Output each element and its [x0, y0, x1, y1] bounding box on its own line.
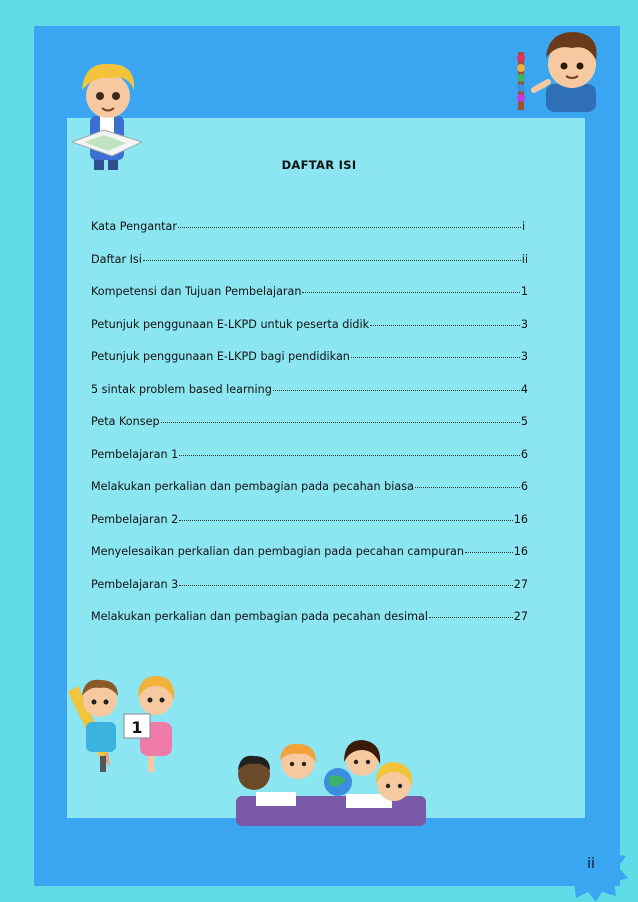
toc-leader-dots: [179, 520, 512, 521]
toc-leader-dots: [429, 617, 513, 618]
toc-row[interactable]: [91, 383, 528, 416]
toc-row[interactable]: [91, 610, 528, 643]
page-title: DAFTAR ISI: [281, 158, 357, 172]
toc-page-number: 3: [520, 350, 528, 363]
toc-leader-dots: [273, 390, 520, 391]
toc-row[interactable]: [91, 448, 528, 481]
toc-row[interactable]: [91, 415, 528, 448]
toc-page-number: i: [522, 220, 526, 233]
toc-label: Pembelajaran 2: [91, 512, 179, 526]
toc-leader-dots: [302, 292, 519, 293]
toc-leader-dots: [351, 357, 520, 358]
toc-page-number: 4: [520, 382, 528, 396]
toc-row[interactable]: [91, 220, 528, 253]
toc-label: Petunjuk penggunaan E-LKPD bagi pendidikan: [91, 350, 350, 363]
toc-label: Melakukan perkalian dan pembagian pada pecahan biasa: [91, 480, 414, 493]
toc-row[interactable]: [91, 545, 528, 578]
toc-page-number: 16: [513, 512, 528, 526]
table-of-contents: [91, 220, 528, 643]
toc-page-number: 16: [513, 545, 528, 558]
number-sign-text: 1: [131, 718, 143, 737]
toc-label: Kata Pengantar: [91, 220, 178, 233]
toc-page-number: 3: [520, 317, 528, 331]
toc-label: Petunjuk penggunaan E-LKPD untuk peserta didik: [91, 317, 370, 331]
toc-page-number: ii: [521, 252, 528, 266]
page-number: ii: [587, 856, 595, 872]
toc-page-number: 5: [520, 415, 528, 428]
toc-page-number: 27: [513, 577, 528, 591]
toc-row[interactable]: [91, 513, 528, 546]
toc-label: Kompetensi dan Tujuan Pembelajaran: [91, 285, 302, 298]
toc-leader-dots: [161, 422, 520, 423]
toc-row[interactable]: [91, 480, 528, 513]
boy-with-abacus-illustration: [512, 26, 610, 112]
toc-leader-dots: [415, 487, 520, 488]
toc-leader-dots: [179, 455, 520, 456]
toc-label: Melakukan perkalian dan pembagian pada pecahan desimal: [91, 610, 428, 623]
toc-label: Pembelajaran 3: [91, 577, 179, 591]
toc-row[interactable]: [91, 253, 528, 286]
toc-row[interactable]: [91, 350, 528, 383]
toc-label: Pembelajaran 1: [91, 447, 179, 461]
toc-label: Menyelesaikan perkalian dan pembagian pada pecahan campuran: [91, 545, 464, 558]
toc-label: Daftar Isi: [91, 252, 142, 266]
toc-row[interactable]: [91, 285, 528, 318]
toc-row[interactable]: [91, 318, 528, 351]
toc-page-number: 1: [520, 285, 528, 298]
toc-leader-dots: [179, 585, 512, 586]
toc-page-number: 27: [513, 610, 528, 623]
toc-label: Peta Konsep: [91, 415, 160, 428]
toc-leader-dots: [178, 227, 521, 228]
boy-with-map-illustration: [64, 50, 154, 172]
toc-row[interactable]: [91, 578, 528, 611]
toc-leader-dots: [465, 552, 513, 553]
kids-studying-illustration: [226, 734, 434, 830]
toc-page-number: 6: [520, 447, 528, 461]
toc-leader-dots: [370, 325, 520, 326]
toc-label: 5 sintak problem based learning: [91, 382, 272, 396]
toc-page-number: 6: [520, 480, 528, 493]
kids-with-pencil-illustration: [64, 664, 192, 776]
toc-leader-dots: [143, 260, 521, 261]
